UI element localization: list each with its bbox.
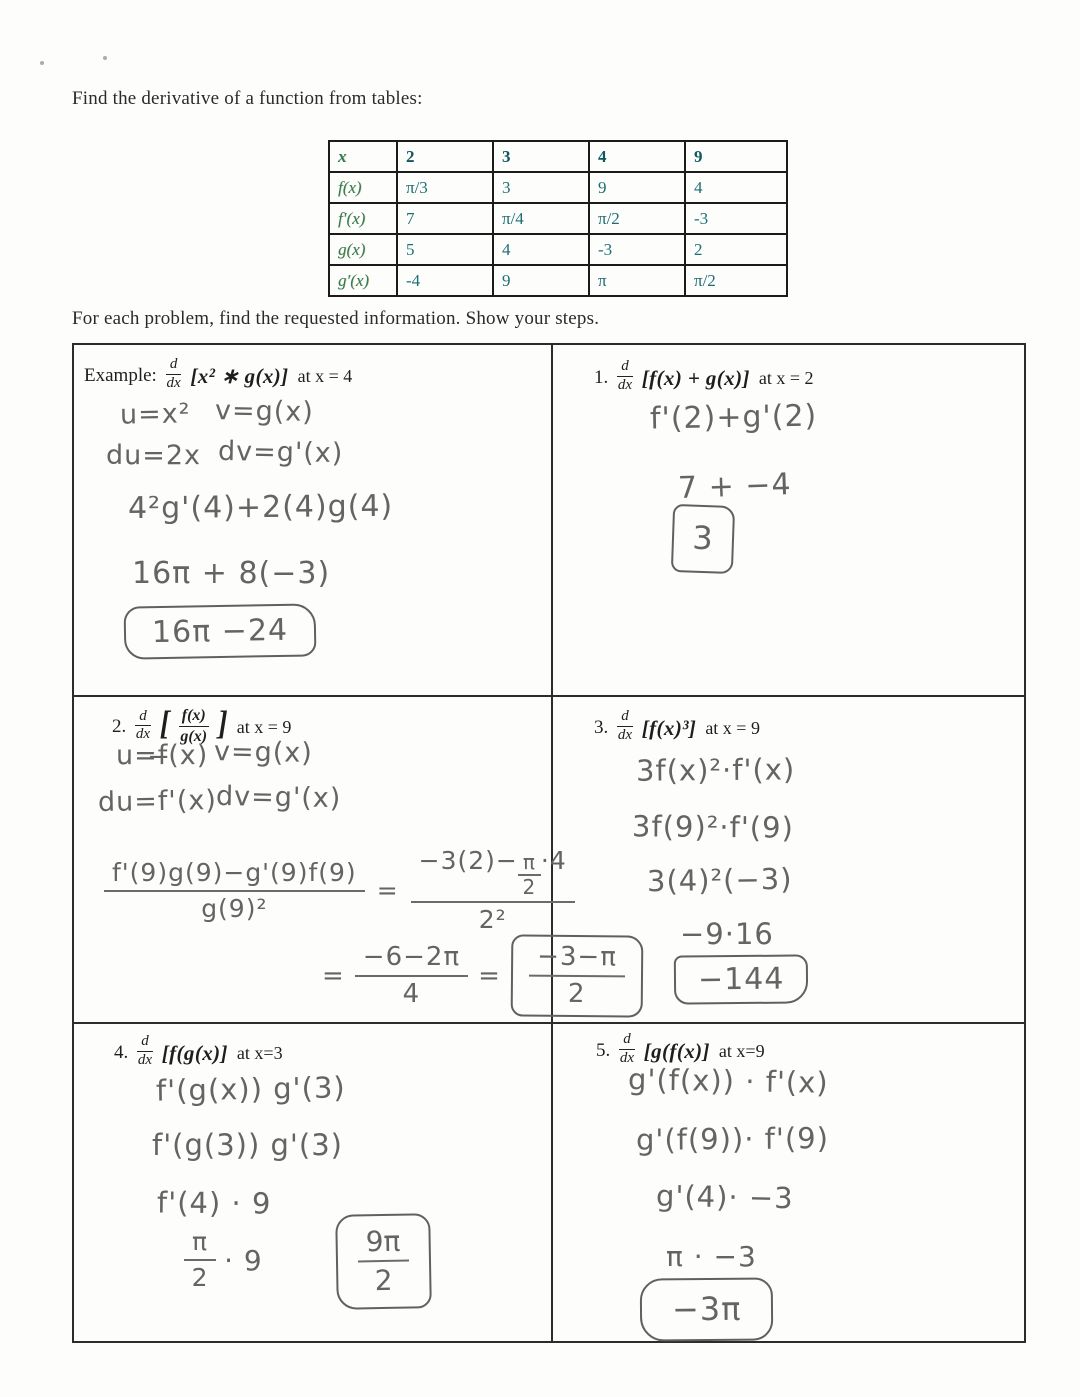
table-cell: 4 [589,141,685,172]
work-line: u=f̶(x) [116,740,209,771]
derivative-operator: d dx [619,1031,635,1066]
problem-label: Example: [84,364,157,386]
answer-value: −3π [671,1289,742,1329]
answer-box [335,1213,431,1309]
problem-header [596,1030,765,1065]
work-fraction: $\frac{-6-2\pi}{4}$ [355,943,468,1009]
answer-value: 3 [691,519,715,558]
answer-box [671,504,735,574]
table-cell: g′(x) [329,265,397,296]
table-cell: π/3 [397,172,493,203]
table-row [329,234,787,265]
work-line: dv=g'(x) [217,435,344,470]
table-cell: 9 [685,141,787,172]
table-cell: 2 [685,234,787,265]
problem-cell-3 [552,697,1024,1022]
problem-cell-5 [552,1022,1024,1341]
stray-mark [103,56,107,60]
work-line: f'(g(3)) g'(3) [152,1128,343,1162]
work-line: 7 + −4 [677,467,793,506]
work-line: −9·16 [680,917,774,951]
problem-header [114,1032,283,1067]
derivative-operator: d dx [137,1033,153,1068]
problem-eval-point: at x = 9 [236,717,292,738]
table-cell: 3 [493,141,589,172]
answer-box [640,1277,774,1341]
work-text: · 9 [224,1243,263,1277]
page-title: Find the derivative of a function from tables: [72,88,423,109]
problem-number: 4. [114,1041,129,1063]
table-row [329,265,787,296]
table-cell: -4 [397,265,493,296]
table-cell: 4 [685,172,787,203]
problem-number: 2. [112,716,127,738]
work-line: du=f'(x) [97,784,218,819]
problem-expression: [g(f(x)] [643,1038,710,1063]
work-line: 3(4)²(−3) [646,861,793,899]
problem-header [84,355,352,390]
table-cell: 4 [493,234,589,265]
derivative-operator: d dx [617,708,633,743]
work-line: f'(2)+g'(2) [649,398,818,437]
table-cell: π [589,265,685,296]
work-line: g'(f(x)) · f'(x) [627,1062,829,1100]
problem-header [594,357,814,392]
problem-number: 5. [596,1039,611,1061]
equals-sign: = [478,961,501,992]
table-row [329,172,787,203]
work-line: 3f(x)²·f'(x) [635,752,796,788]
table-cell: 9 [589,172,685,203]
work-fraction: −3(2)− $\frac{\pi}{2}$ ·4 2² [411,847,575,934]
table-row [329,203,787,234]
nested-fraction: $\frac{\pi}{2}$ [518,852,541,898]
derivative-table [328,140,788,297]
work-line: v=g(x) [213,736,314,769]
work-line: v=g(x) [214,395,315,428]
table-cell: 9 [493,265,589,296]
problem-eval-point: at x=9 [718,1040,765,1061]
table-cell: 7 [397,203,493,234]
problem-eval-point: at x = 4 [297,365,353,386]
table-cell: -3 [685,203,787,234]
work-line [104,847,575,934]
problem-cell-example [74,345,552,697]
equals-sign: = [376,876,399,905]
problem-number: 3. [594,716,609,738]
answer-value: 16π −24 [151,612,289,651]
close-bracket: ] [217,705,228,743]
work-line: u=x² [119,398,191,431]
equals-sign: = [322,961,345,992]
work-line [184,1228,263,1292]
work-line: g'(4)· −3 [655,1178,794,1216]
answer-fraction: −3−π 2 [529,943,625,1010]
answer-box [674,954,809,1004]
open-bracket: [ [159,705,170,743]
problem-header [594,707,760,742]
work-fraction: $\frac{f'(9)g(9)-g'(9)f(9)}{\text{g(9)²}}$ [104,859,365,923]
answer-box [124,603,317,659]
work-line: f'(g(x)) g'(3) [155,1070,346,1108]
table-cell: 5 [397,234,493,265]
problem-eval-point: at x = 9 [705,717,760,738]
work-line: 3f(9)²·f'(9) [631,809,794,845]
table-header-row [329,141,787,172]
problem-eval-point: at x = 2 [758,367,814,388]
stray-mark [40,61,44,65]
work-line: du=2x [106,440,202,471]
table-cell: x [329,141,397,172]
work-line: 4²g'(4)+2(4)g(4) [127,488,394,527]
problem-cell-1 [552,345,1024,697]
answer-fraction: 9π 2 [357,1226,409,1298]
expression-fraction: f(x) g(x) [180,707,208,745]
table-cell: g(x) [329,234,397,265]
table-cell: π/2 [589,203,685,234]
problem-eval-point: at x=3 [236,1042,283,1063]
answer-value: −144 [697,961,785,998]
instructions-text: For each problem, find the requested information. Show your steps. [72,308,600,329]
work-line: f'(4) · 9 [156,1185,272,1221]
table-cell: f(x) [329,172,397,203]
problem-header [112,703,292,745]
table-cell: π/4 [493,203,589,234]
problem-expression: [f(x) + g(x)] [641,365,750,390]
derivative-operator: d dx [166,356,181,391]
problem-number: 1. [594,366,609,388]
problem-expression: [f(x)³] [641,715,697,740]
problem-expression: [f(g(x)] [161,1040,228,1065]
work-line: dv=g'(x) [215,780,342,815]
work-line: g'(f(9))· f'(9) [635,1121,830,1157]
table-cell: 3 [493,172,589,203]
derivative-operator: d dx [617,358,633,393]
problem-cell-4 [74,1022,552,1341]
problems-grid [72,343,1026,1343]
table-cell: 2 [397,141,493,172]
derivative-operator: d dx [135,707,151,743]
work-fraction: π 2 [184,1228,216,1292]
work-line: 16π + 8(−3) [132,556,331,591]
problem-cell-2 [74,697,617,1022]
table-cell: f′(x) [329,203,397,234]
table-cell: π/2 [685,265,787,296]
work-line: π · −3 [666,1240,757,1273]
problem-expression: [x² ∗ g(x)] [190,363,289,388]
table-cell: -3 [589,234,685,265]
